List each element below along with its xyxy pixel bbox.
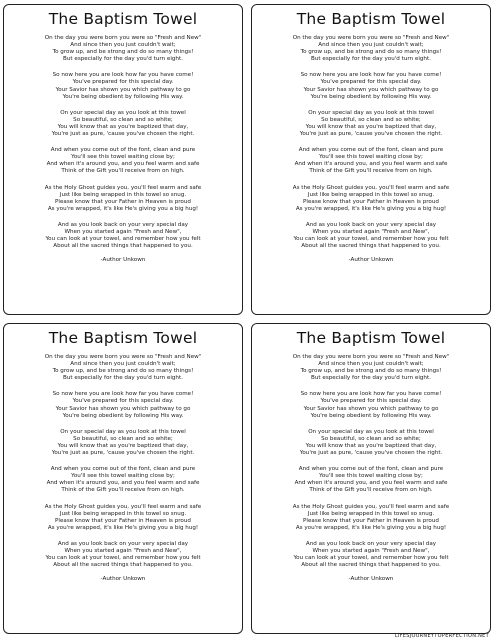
poem-stanza (4, 354, 242, 382)
poem-line: You're just as pure, 'cause you've chosen the right. (51, 131, 195, 138)
poem-stanza (252, 72, 490, 100)
poem-line: Your Savior has shown you which pathway to go (55, 86, 191, 93)
poem-line: You can look at your towel, and remember how you felt (293, 555, 449, 562)
poem-line: And since then you just couldn't wait; (70, 42, 176, 49)
poem-title: The Baptism Towel (296, 329, 446, 347)
poem-line: And as you look back on your very special day (57, 540, 189, 547)
poem-line: You've prepared for this special day. (320, 398, 422, 405)
poem-line: As the Holy Ghost guides you, you'll feel warm and safe (292, 503, 450, 510)
poem-line: You'll see this towel waiting close by; (319, 473, 423, 480)
poem-line: So now here you are look how far you have come! (300, 72, 442, 79)
poem-line: Your Savior has shown you which pathway to go (55, 405, 191, 412)
poem-card-top-right (251, 4, 491, 315)
poem-stanza (4, 391, 242, 419)
poem-line: You can look at your towel, and remember how you felt (45, 236, 201, 243)
poem-line: Think of the Gift you'll receive from on high. (61, 168, 185, 175)
poem-stanza (4, 72, 242, 100)
poem-line: But especially for the day you'd turn eight. (311, 56, 431, 63)
poem-line: On the day you were born you were so "Fresh and New" (44, 35, 202, 41)
poem-stanza (252, 185, 490, 213)
poem-line: On the day you were born you were so "Fresh and New" (292, 354, 450, 360)
poem-line: As you're wrapped, it's like He's giving you a big hug! (295, 524, 447, 531)
poem-line: When you started again "Fresh and New", (64, 547, 182, 554)
poem-line: To grow up, and be strong and do so many things! (52, 49, 194, 56)
poem-stanza (252, 466, 490, 494)
poem-stanza (252, 429, 490, 457)
poem-card-top-left (3, 4, 243, 315)
poem-line: So beautiful, so clean and so white; (73, 435, 173, 442)
poem-line: Just like being wrapped in this towel so snug. (59, 191, 187, 198)
poem-author: -Author Unkown (100, 576, 146, 583)
poem-title: The Baptism Towel (296, 10, 446, 28)
poem-line: To grow up, and be strong and do so many things! (300, 49, 442, 56)
poem-stanza (4, 185, 242, 213)
poem-card-bottom-right (251, 323, 491, 634)
poem-line: Just like being wrapped in this towel so snug. (307, 191, 435, 198)
poem-stanza (252, 354, 490, 382)
poem-line: So beautiful, so clean and so white; (73, 116, 173, 123)
poem-line: About all the sacred things that happened to you. (53, 243, 193, 250)
poem-line: And since then you just couldn't wait; (318, 42, 424, 49)
poem-stanza (4, 429, 242, 457)
poem-line: Please know that your Father in Heaven is proud (55, 517, 191, 524)
poem-line: About all the sacred things that happened to you. (301, 562, 441, 569)
poem-line: You're just as pure, 'cause you've chosen the right. (51, 450, 195, 457)
poem-line: Your Savior has shown you which pathway to go (303, 86, 439, 93)
poem-line: And since then you just couldn't wait; (318, 361, 424, 368)
poem-line: And when you come out of the font, clean and pure (298, 147, 444, 154)
poem-line: And as you look back on your very special day (57, 221, 189, 228)
poem-line: You can look at your towel, and remember how you felt (45, 555, 201, 562)
poem-line: To grow up, and be strong and do so many things! (300, 368, 442, 375)
poem-stanza (252, 147, 490, 175)
poem-card-bottom-left (3, 323, 243, 634)
poem-line: About all the sacred things that happened to you. (301, 243, 441, 250)
poem-line: You will know that as you're baptized that day, (305, 123, 437, 130)
poem-line: So now here you are look how far you have come! (52, 391, 194, 398)
poem-line: You're just as pure, 'cause you've chosen the right. (299, 450, 443, 457)
poem-line: Please know that your Father in Heaven is proud (303, 198, 439, 205)
poem-stanza (4, 110, 242, 138)
poem-line: So beautiful, so clean and so white; (321, 435, 421, 442)
poem-author: -Author Unkown (100, 257, 146, 264)
poem-line: When you started again "Fresh and New", (312, 228, 430, 235)
poem-line: You're being obedient by following His way. (310, 93, 432, 100)
poem-author: -Author Unkown (348, 257, 394, 264)
poem-line: As you're wrapped, it's like He's giving you a big hug! (47, 205, 199, 212)
poem-line: And when you come out of the font, clean and pure (298, 466, 444, 473)
poem-line: And since then you just couldn't wait; (70, 361, 176, 368)
poem-line: You'll see this towel waiting close by; (71, 473, 175, 480)
poem-stanza (252, 541, 490, 569)
site-footer: LIFESJOURNEYTOPERFECTION.NET (394, 633, 489, 639)
poem-line: And as you look back on your very special day (305, 540, 437, 547)
poem-line: But especially for the day you'd turn eight. (63, 375, 183, 382)
poem-line: And when it's around you, and you feel warm and safe (46, 161, 200, 168)
poem-line: You're being obedient by following His way. (62, 93, 184, 100)
poem-line: Please know that your Father in Heaven is proud (55, 198, 191, 205)
poem-line: Think of the Gift you'll receive from on high. (61, 487, 185, 494)
poem-line: Just like being wrapped in this towel so snug. (59, 510, 187, 517)
poem-line: To grow up, and be strong and do so many things! (52, 368, 194, 375)
poem-line: You can look at your towel, and remember how you felt (293, 236, 449, 243)
poem-line: On your special day as you look at this towel (308, 428, 434, 435)
poem-line: And when it's around you, and you feel warm and safe (46, 480, 200, 487)
poem-line: As the Holy Ghost guides you, you'll feel warm and safe (44, 503, 202, 510)
poem-author: -Author Unkown (348, 576, 394, 583)
poem-line: So now here you are look how far you have come! (300, 391, 442, 398)
poem-line: You will know that as you're baptized that day, (57, 442, 189, 449)
poem-stanza (4, 35, 242, 63)
poem-line: When you started again "Fresh and New", (64, 228, 182, 235)
poem-line: And as you look back on your very special day (305, 221, 437, 228)
poem-line: So beautiful, so clean and so white; (321, 116, 421, 123)
poem-line: As you're wrapped, it's like He's giving you a big hug! (295, 205, 447, 212)
poem-line: And when you come out of the font, clean and pure (50, 147, 196, 154)
poem-line: As you're wrapped, it's like He's giving you a big hug! (47, 524, 199, 531)
poem-line: When you started again "Fresh and New", (312, 547, 430, 554)
poem-stanza (252, 391, 490, 419)
poem-line: Just like being wrapped in this towel so snug. (307, 510, 435, 517)
poem-stanza (4, 466, 242, 494)
poem-line: You're just as pure, 'cause you've chosen the right. (299, 131, 443, 138)
poem-title: The Baptism Towel (48, 329, 198, 347)
poem-stanza (4, 222, 242, 250)
poem-line: On your special day as you look at this towel (60, 428, 186, 435)
poem-stanza (252, 110, 490, 138)
poem-line: As the Holy Ghost guides you, you'll feel warm and safe (292, 184, 450, 191)
poem-line: And when it's around you, and you feel warm and safe (294, 161, 448, 168)
poem-line: You've prepared for this special day. (72, 398, 174, 405)
poem-line: Think of the Gift you'll receive from on high. (309, 487, 433, 494)
poem-line: You've prepared for this special day. (320, 79, 422, 86)
poem-line: You will know that as you're baptized that day, (57, 123, 189, 130)
poem-line: You're being obedient by following His way. (310, 412, 432, 419)
poem-line: On your special day as you look at this towel (308, 109, 434, 116)
poem-line: As the Holy Ghost guides you, you'll feel warm and safe (44, 184, 202, 191)
poem-line: Your Savior has shown you which pathway to go (303, 405, 439, 412)
poem-line: So now here you are look how far you have come! (52, 72, 194, 79)
poem-line: But especially for the day you'd turn eight. (311, 375, 431, 382)
poem-line: You will know that as you're baptized that day, (305, 442, 437, 449)
poem-line: You've prepared for this special day. (72, 79, 174, 86)
poem-stanza (252, 222, 490, 250)
poem-line: Think of the Gift you'll receive from on high. (309, 168, 433, 175)
poem-stanza (4, 504, 242, 532)
poem-line: On the day you were born you were so "Fresh and New" (292, 35, 450, 41)
poem-line: You'll see this towel waiting close by; (319, 154, 423, 161)
poem-line: About all the sacred things that happened to you. (53, 562, 193, 569)
poem-line: You'll see this towel waiting close by; (71, 154, 175, 161)
poem-line: And when you come out of the font, clean and pure (50, 466, 196, 473)
poem-stanza (4, 147, 242, 175)
poem-line: You're being obedient by following His way. (62, 412, 184, 419)
poem-line: But especially for the day you'd turn eight. (63, 56, 183, 63)
poem-stanza (252, 35, 490, 63)
poem-line: On your special day as you look at this towel (60, 109, 186, 116)
poem-line: Please know that your Father in Heaven is proud (303, 517, 439, 524)
poem-stanza (252, 504, 490, 532)
poem-title: The Baptism Towel (48, 10, 198, 28)
poem-line: And when it's around you, and you feel warm and safe (294, 480, 448, 487)
poem-stanza (4, 541, 242, 569)
poem-line: On the day you were born you were so "Fresh and New" (44, 354, 202, 360)
